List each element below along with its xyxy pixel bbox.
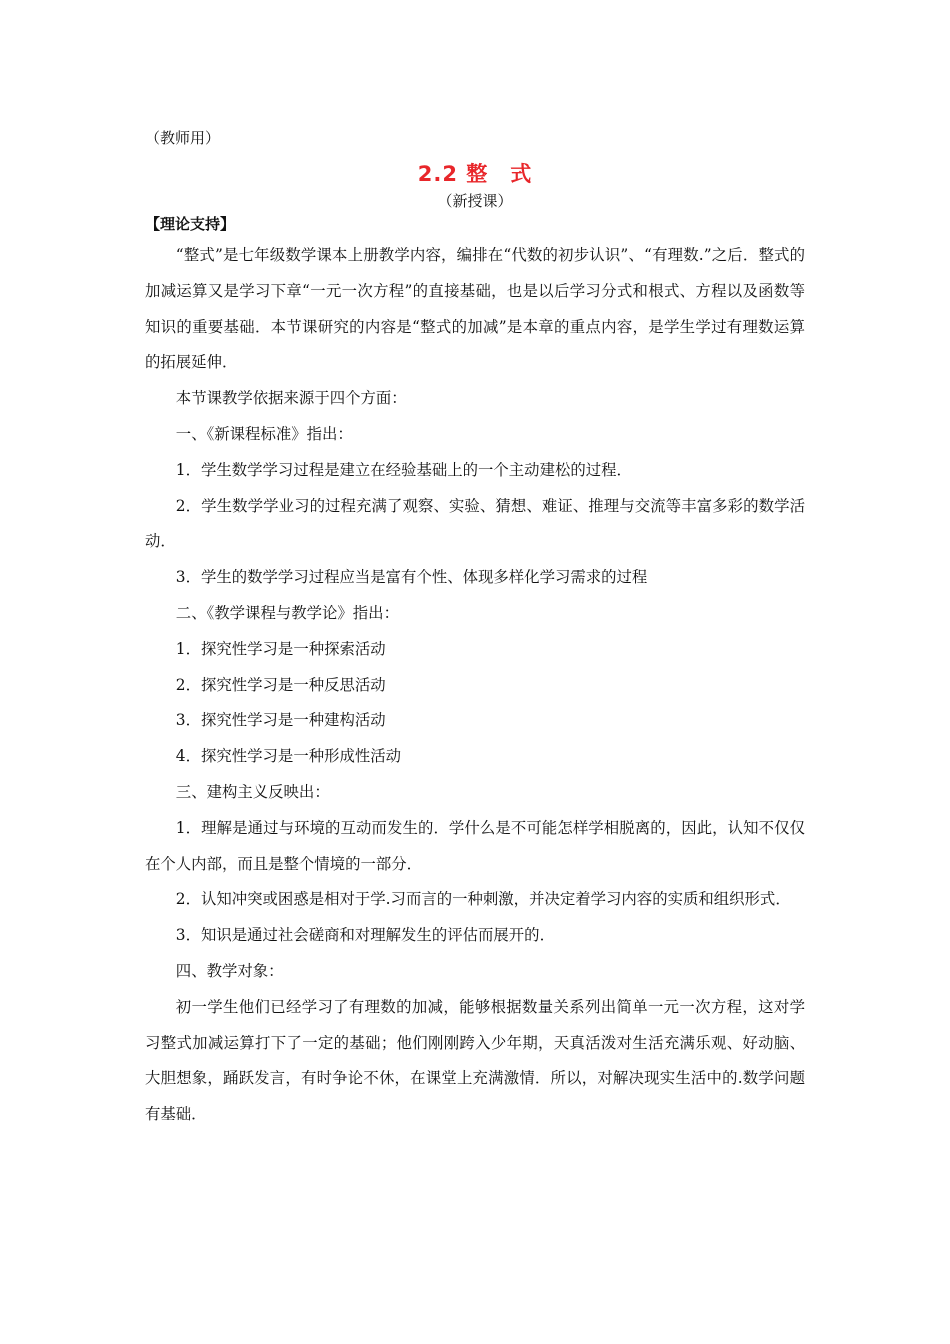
paragraph-sources: 本节课教学依据来源于四个方面： [175,389,407,408]
page-title: 2.2 整 式 [417,162,533,186]
paragraph-intro: “整式”是七年级数学课本上册教学内容，编排在“代数的初步认识”、“有理数.”之后．整式的加减运算又是学习下章“一元一次方程”的直接基础，也是以后学习分式和根式、方程以及函数等知识的重要基础．本节课研究的内容是“整式的加减”是本章的重点内容，是学生学过有理数运算的拓展延伸． [145,246,805,372]
list-item: 4．探究性学习是一种形成性活动 [175,747,402,766]
list-item: 1．探究性学习是一种探索活动 [175,639,386,658]
list-item: 3．探究性学习是一种建构活动 [175,711,386,730]
list-item: 2．探究性学习是一种反思活动 [175,675,386,694]
teacher-note: （教师用） [145,129,221,147]
heading-teaching-target: 四、教学对象： [175,961,284,980]
list-item: 3．知识是通过社会磋商和对理解发生的评估而展开的． [175,926,555,945]
heading-constructivism: 三、建构主义反映出： [175,782,330,801]
list-item: 2．学生数学学业习的过程充满了观察、实验、猜想、难证、推理与交流等丰富多彩的数学活动． [145,496,805,551]
section-heading: 【理论支持】 [145,215,236,233]
list-item: 3．学生的数学学习过程应当是富有个性、体现多样化学习需求的过程 [175,568,648,587]
paragraph-students: 初一学生他们已经学习了有理数的加减，能够根据数量关系列出简单一元一次方程，这对学习整式加减运算打下了一定的基础；他们刚刚跨入少年期，天真活泼对生活充满乐观、好动脑、大胆想象，踊跃发言，有时争论不休，在课堂上充满激情．所以，对解决现实生活中的.数学问题有基础． [145,997,805,1124]
body-text [145,238,805,1133]
heading-curriculum-theory: 二、《教学课程与教学论》指出： [175,603,399,622]
page-subtitle: （新授课） [437,192,513,210]
heading-curriculum-standard: 一、《新课程标准》指出： [175,424,353,443]
list-item: 2．认知冲突或困惑是相对于学.习而言的一种刺激，并决定着学习内容的实质和组织形式． [175,890,791,909]
list-item: 1．学生数学学习过程是建立在经验基础上的一个主动建松的过程． [175,460,632,479]
list-item: 1．理解是通过与环境的互动而发生的．学什么是不可能怎样学相脱离的，因此，认知不仅仅在个人内部，而且是整个情境的一部分． [145,818,805,873]
